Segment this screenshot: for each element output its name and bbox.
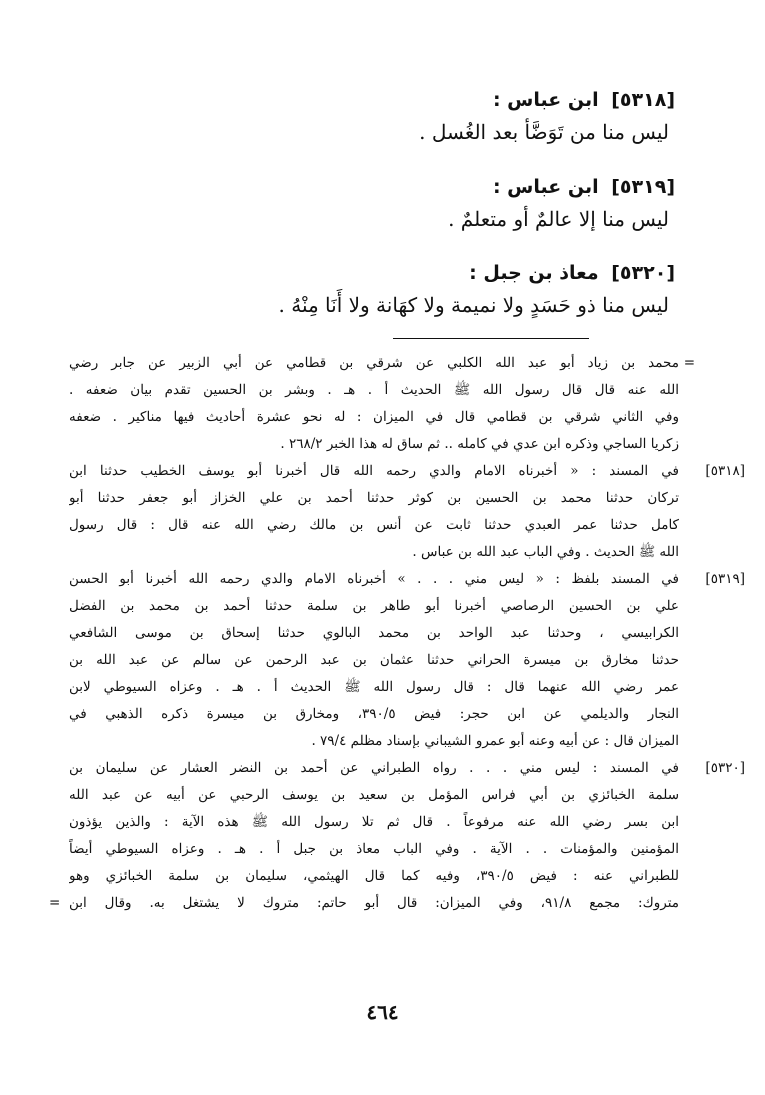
hadith-header — [115, 172, 675, 202]
footnote-line: للطبراني عنه : فيض ٣٩٠/٥، وفيه كما قال الهيثمي، سليمان بن سلمة الخبائزي وهو — [69, 868, 679, 884]
continuation-mark-end: = — [49, 895, 61, 911]
footnote-number: [٥٣١٩] — [705, 571, 745, 587]
hadith-number: [٥٣٢٠] — [611, 262, 675, 284]
footnote-line: تركان حدثنا محمد بن الحسين بن كوثر حدثنا أحمد بن علي الخزاز أبو جعفر حدثنا أبو — [69, 490, 679, 506]
footnote-line: زكريا الساجي وذكره ابن عدي في كامله .. ثم ساق له هذا الخبر ٢٦٨/٢ . — [280, 436, 679, 452]
hadith-number: [٥٣١٨] — [611, 89, 675, 111]
footnote-line: عمر رضي الله عنهما قال : قال رسول الله ﷺ الحديث أ . هـ . وعزاه السيوطي لابن — [69, 679, 679, 695]
hadith-text: ليس منا من تَوَضَّأ بعد الغُسل . — [419, 120, 669, 144]
footnote-line: متروك: مجمع ٩١/٨، وفي الميزان: قال أبو حاتم: متروك لا يشتغل به. وقال ابن — [69, 895, 679, 911]
hadith-narrator: ابن عباس : — [492, 176, 599, 198]
continuation-mark: = — [683, 355, 695, 371]
footnote-line: في المسند : ليس مني . . . رواه الطبراني عن أحمد بن النضر العشار عن سليمان بن — [69, 760, 679, 776]
footnote-divider — [393, 338, 589, 339]
hadith-header — [115, 258, 675, 288]
footnote-line: حدثنا مخارق بن ميسرة الحراني حدثنا عثمان بن عبد الرحمن عن سالم عن عبد الله بن — [69, 652, 679, 668]
footnotes-section — [49, 350, 745, 917]
footnote-5318 — [69, 458, 745, 566]
page-number: ٤٦٤ — [366, 1000, 399, 1024]
hadith-narrator: ابن عباس : — [492, 89, 599, 111]
hadith-entry-5319 — [115, 172, 675, 236]
footnote-line: وفي الثاني شرقي بن قطامي قال في الميزان : له نحو عشرة أحاديث فيها مناكير . ضعفه — [69, 409, 679, 425]
footnote-line: الميزان قال : عن أبيه وعنه أبو عمرو الشيباني بإسناد مظلم ٧٩/٤ . — [311, 733, 679, 749]
footnote-line: سلمة الخبائزي بن أبي فراس المؤمل بن سعيد بن يوسف الرحبي عن أبيه عن عبد الله — [69, 787, 679, 803]
hadith-text: ليس منا إلا عالمٌ أو متعلمٌ . — [448, 207, 669, 231]
hadith-number: [٥٣١٩] — [611, 176, 675, 198]
footnote-line: الله عنه قال قال رسول الله ﷺ الحديث أ . هـ . وبشر بن الحسين تقدم بيان ضعفه . — [69, 382, 679, 398]
footnote-continuation — [69, 350, 695, 458]
footnote-number: [٥٣٢٠] — [705, 760, 745, 776]
footnote-line: في المسند بلفظ : « ليس مني . . . » أخبرناه الامام والدي رحمه الله أخبرنا أبو الحسن — [69, 571, 679, 587]
hadith-entry-5320 — [115, 258, 675, 322]
hadith-header — [115, 85, 675, 115]
hadith-entry-5318 — [115, 85, 675, 149]
footnote-line: الكرابيسي ، وحدثنا عبد الواحد بن محمد البالوي حدثنا إسحاق بن موسى الشافعي — [69, 625, 679, 641]
footnote-line: الله ﷺ الحديث . وفي الباب عبد الله بن عباس . — [412, 544, 679, 560]
footnote-line: كامل حدثنا عمر العبدي حدثنا ثابت عن أنس بن مالك رضي الله عنه قال : قال رسول — [69, 517, 679, 533]
footnote-line: علي بن الحسين الرصاصي أخبرنا أبو طاهر بن سلمة حدثنا أحمد بن محمد بن الفضل — [69, 598, 679, 614]
footnote-line: في المسند : « أخبرناه الامام والدي رحمه الله قال أخبرنا أبو يوسف الخطيب حدثنا ابن — [69, 463, 679, 479]
footnote-line: النجار والديلمي عن ابن حجر: فيض ٣٩٠/٥، ومخارق بن ميسرة ذكره الذهبي في — [69, 706, 679, 722]
footnote-line: المؤمنين والمؤمنات . . الآية . وفي الباب معاذ بن جبل أ . هـ . وعزاه السيوطي أيضاً — [69, 841, 679, 857]
footnote-5320 — [49, 755, 745, 917]
footnote-number: [٥٣١٨] — [705, 463, 745, 479]
hadith-narrator: معاذ بن جبل : — [469, 262, 599, 284]
hadith-text: ليس منا ذو حَسَدٍ ولا نميمة ولا كهَانة ولا أَنَا مِنْهُ . — [278, 293, 669, 317]
footnote-line: محمد بن زياد أبو عبد الله الكلبي عن شرقي بن قطامي عن أبي الزبير عن جابر رضي — [69, 355, 679, 371]
footnote-5319 — [69, 566, 745, 755]
footnote-line: ابن بسر رضي الله عنه مرفوعاً . قال ثم تلا رسول الله ﷺ هذه الآية : والذين يؤذون — [69, 814, 679, 830]
